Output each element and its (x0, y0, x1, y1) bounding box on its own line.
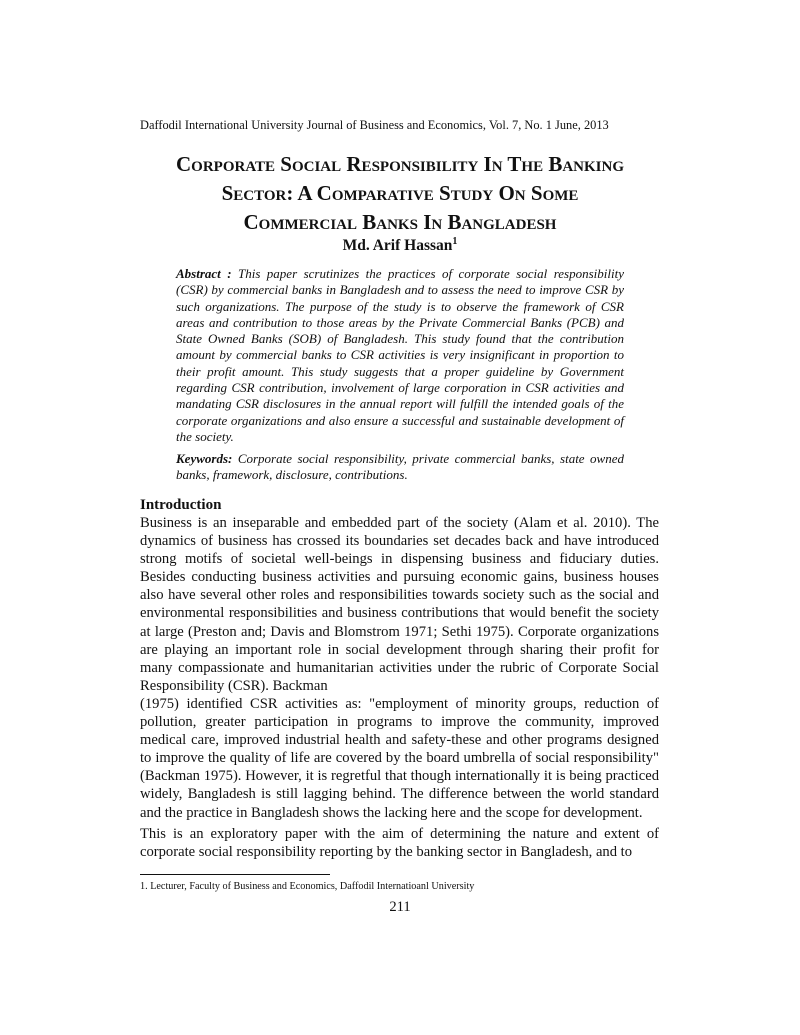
author-footnote-mark: 1 (452, 236, 458, 247)
author-line (100, 236, 700, 255)
title-line: Corporate Social Responsibility In The Banking (175, 152, 625, 176)
section-heading: Introduction (140, 497, 222, 513)
page-number: 211 (389, 899, 411, 915)
abstract-text: This paper scrutinizes the practices of corporate social responsibility (CSR) by commercial banks in Bangladesh and to assess the need to improve CSR by such organizations. The purpose of the study is to observe the framework of CSR areas and contribution to those areas by the Private Commercial Banks (PCB) and State Owned Banks (SOB) of Bangladesh. This study found that the contribution amount by commercial banks to CSR activities is very insignificant in proportion to their profit amount. This study suggests that a proper guideline by Government regarding CSR contribution, involvement of large corporation in CSR activities and mandating CSR disclosures in the annual report will fulfill the intended goals of the corporate organizations and also ensure a successful and sustainable development of the society. (176, 266, 625, 444)
keywords-text: Corporate social responsibility, private commercial banks, state owned banks, framework, disclosure, contributions. (176, 451, 624, 483)
body-paragraph: (1975) identified CSR activities as: "employment of minority groups, reduction of pollution, greater participation in programs to improve the community, improved medical care, improved industrial health and safety-these and other programs designed to improve the quality of life are covered by the board umbrella of social responsibility" (Backman 1975). However, it is regretful that though internationally it is being practiced widely, Bangladesh is still lagging behind. The difference between the world standard and the practice in Bangladesh shows the lacking here and the scope for development. (140, 696, 659, 821)
body-paragraph: Business is an inseparable and embedded part of the society (Alam et al. 2010). The dynamics of business has crossed its boundaries set decades back and have introduced strong motifs of societal well-beings in dispensing business and fiduciary duties. Besides conducting business activities and pursuing economic gains, business houses also have several other roles and responsibilities towards society such as the social and environmental responsibilities and business contributions that would benefit the society at large (Preston and; Davis and Blomstrom 1971; Sethi 1975). Corporate organizations are playing an important role in social development through sharing their profit for many compassionate and humanitarian activities under the rubric of Corporate Social Responsibility (CSR). Backman (140, 515, 659, 694)
abstract-label: Abstract : (176, 266, 232, 281)
keywords (176, 451, 624, 484)
footnote: 1. Lecturer, Faculty of Business and Economics, Daffodil Internatioanl University (140, 881, 475, 892)
keywords-label: Keywords: (176, 451, 233, 466)
paper-title (100, 150, 700, 237)
abstract (176, 266, 624, 445)
journal-header: Daffodil International University Journal of Business and Economics, Vol. 7, No. 1 June, 2013 (140, 118, 609, 132)
body-paragraph: This is an exploratory paper with the aim of determining the nature and extent of corporate social responsibility reporting by the banking sector in Bangladesh, and to (140, 826, 659, 861)
title-line: Commercial Banks In Bangladesh (243, 210, 557, 234)
footnote-divider (140, 874, 330, 875)
author-name: Md. Arif Hassan (342, 237, 453, 255)
title-line: Sector: A Comparative Study On Some (221, 181, 579, 205)
